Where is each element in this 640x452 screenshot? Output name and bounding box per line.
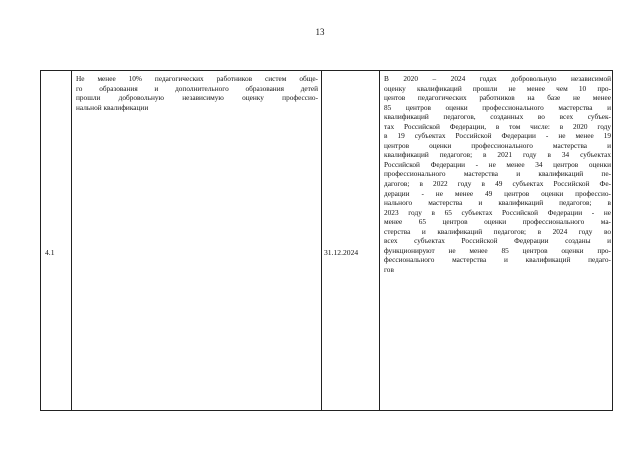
row-number: 4.1: [45, 248, 55, 257]
result-line: оценку квалификаций прошли не менее чем 10 про-: [384, 83, 611, 93]
result-line: 2023 году в 65 субъектах Российской Федерации - не: [384, 207, 611, 217]
result-line: стерства и квалификаций педагогов; в 2024 году во: [384, 226, 611, 236]
result-line: гов: [384, 264, 394, 274]
result-line: в 19 субъектах Российской Федерации - не менее 19: [384, 131, 611, 141]
page-number: 13: [315, 27, 325, 37]
result-line: всех субъектах Российской Федерации созданы и: [384, 236, 611, 246]
result-line: тах Российской Федерации, в том числе: в 2020 году: [384, 121, 611, 131]
result-line: квалификаций педагогов; в 2021 году в 34 субъектах: [384, 150, 611, 160]
criterion-text: [76, 74, 318, 112]
result-text: [384, 74, 611, 274]
criterion-line: го образования и дополнительного образования детей: [76, 83, 318, 93]
result-line: центов педагогических работников на базе не менее: [384, 93, 611, 103]
criterion-line: Не менее 10% педагогических работников систем обще-: [76, 74, 318, 83]
result-line: 85 центров оценки профессионального мастерства и: [384, 102, 611, 112]
result-line: квалификаций педагогов, созданных во всех субъек-: [384, 112, 611, 122]
criterion-line: нальной квалификации: [76, 102, 149, 112]
column-divider: [71, 71, 72, 410]
result-line: профессионального мастерства и квалификаций пе-: [384, 169, 611, 179]
result-line: функционируют не менее 85 центров оценки про-: [384, 245, 611, 255]
document-table: [40, 70, 613, 411]
result-line: В 2020 – 2024 годах добровольную независимой: [384, 74, 611, 83]
result-line: центров оценки профессионального мастерства и: [384, 140, 611, 150]
result-line: Российской Федерации - не менее 34 центров оценки: [384, 159, 611, 169]
column-divider: [321, 71, 322, 410]
deadline-date: 31.12.2024: [324, 248, 359, 257]
result-line: дагогов; в 2022 году в 49 субъектах Российской Фе-: [384, 179, 611, 189]
result-line: дерации - не менее 49 центров оценки профессио-: [384, 188, 611, 198]
result-line: менее 65 центров оценки профессионального ма-: [384, 217, 611, 227]
result-line: фессионального мастерства и квалификаций педаго-: [384, 255, 611, 265]
result-line: нального мастерства и квалификаций педагогов; в: [384, 198, 611, 208]
column-divider: [379, 71, 380, 410]
criterion-line: прошли добровольную независимую оценку профессио-: [76, 93, 318, 103]
